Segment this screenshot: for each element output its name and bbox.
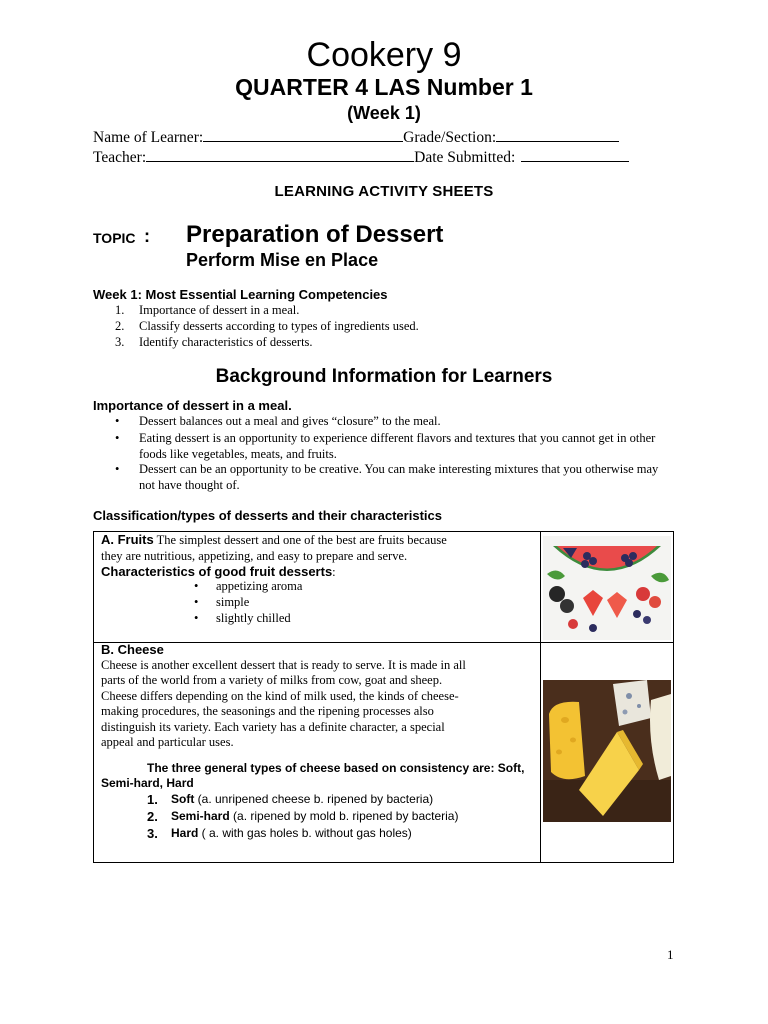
- topic-subtitle: Perform Mise en Place: [186, 250, 379, 270]
- quarter-heading: QUARTER 4 LAS Number 1: [235, 74, 533, 100]
- background-heading: Background Information for Learners: [215, 366, 553, 387]
- topic-colon: :: [144, 226, 150, 246]
- competency-item: 3. Identify characteristics of desserts.: [115, 335, 313, 349]
- dessert-types-table: A. Fruits The simplest dessert and one of the best are fruits because they are nutritious, appetizing, and easy to prepare and serve. Characteristics of good fruit desserts: • appetizing aroma • simple • slightly chilled B. Cheese Cheese is another excellent dessert that is ready to serve. It is made in all parts of the world from a variety of milks from cow, goat and sheep. Cheese differs depending on the kind of milk used, the kinds of cheese- making procedures, the seasonings and the ripening processes also distinguish its variety. Each variety has a definite character, a special appeal and particular uses. The three general types of cheese based on consistency are: Soft, Semi-hard, Hard 1. Soft (a. unripened cheese b. ripened by bacteria) 2. Semi-hard (a. ripened by mold b. ripened by bacteria) 3. Hard ( a. with gas holes b. without gas holes): [93, 531, 674, 863]
- grade-label: Grade/Section:: [403, 129, 497, 146]
- cheese-image: [543, 680, 671, 822]
- cheese-type-item: 2. Semi-hard (a. ripened by mold b. ripened by bacteria): [147, 808, 459, 824]
- cheese-text-line: Cheese is another excellent dessert that is ready to serve. It is made in all: [101, 657, 466, 672]
- date-blank: [521, 147, 629, 162]
- cheese-text-line: making procedures, the seasonings and the ripening processes also: [101, 704, 434, 718]
- table-divider: [540, 532, 541, 862]
- competency-item: 2. Classify desserts according to types of ingredients used.: [115, 319, 419, 333]
- name-blank: [203, 127, 403, 142]
- cheese-cell: [101, 642, 537, 843]
- week-heading: (Week 1): [347, 103, 421, 123]
- classification-title: Classification/types of desserts and their characteristics: [93, 508, 442, 523]
- importance-title: Importance of dessert in a meal.: [93, 398, 292, 413]
- teacher-blank: [146, 147, 414, 162]
- document-title: Cookery 9: [306, 36, 462, 74]
- cheese-text-line: parts of the world from a variety of milks from cow, goat and sheep.: [101, 673, 443, 687]
- importance-bullet: • Dessert balances out a meal and gives “closure” to the meal.: [115, 414, 441, 428]
- page-number: 1: [667, 947, 674, 962]
- date-label: Date Submitted:: [414, 149, 516, 166]
- competency-item: 1. Importance of dessert in a meal.: [115, 303, 300, 317]
- importance-bullet: • Dessert can be an opportunity to be creative. You can make interesting mixtures that you otherwise may not have thought of.: [115, 462, 659, 492]
- competencies-title: Week 1: Most Essential Learning Competencies: [93, 287, 388, 302]
- fruits-cell: A. Fruits The simplest dessert and one of the best are fruits because they are nutritious, appetizing, and easy to prepare and serve. Characteristics of good fruit desserts:: [101, 532, 447, 579]
- cheese-heading: B. Cheese: [101, 642, 164, 657]
- cheese-type-item: 3. Hard ( a. with gas holes b. without gas holes): [147, 825, 412, 841]
- las-heading: LEARNING ACTIVITY SHEETS: [274, 183, 494, 200]
- fruits-heading: A. Fruits: [101, 532, 154, 547]
- cheese-types-intro-line2: Semi-hard, Hard: [101, 776, 194, 790]
- topic-label: TOPIC: [93, 230, 136, 246]
- name-label: Name of Learner:: [93, 129, 204, 146]
- fruit-dessert-image: [543, 536, 671, 640]
- teacher-label: Teacher:: [93, 149, 147, 166]
- cheese-text-line: Cheese differs depending on the kind of milk used, the kinds of cheese-: [101, 688, 459, 703]
- grade-blank: [496, 127, 619, 142]
- fruits-intro-line2: they are nutritious, appetizing, and easy to prepare and serve.: [101, 548, 408, 563]
- importance-bullet: • Eating dessert is an opportunity to experience different flavors and textures that you cannot get in other foods like vegetables, meats, and fruits.: [115, 431, 656, 461]
- cheese-text-line: appeal and particular uses.: [101, 735, 234, 749]
- fruit-char-heading: Characteristics of good fruit desserts: [101, 564, 333, 579]
- cheese-text-line: distinguish its variety. Each variety has a definite character, a special: [101, 719, 445, 734]
- learner-info-row: [93, 127, 658, 147]
- topic-title: Preparation of Dessert: [186, 221, 444, 248]
- cheese-type-item: 1. Soft (a. unripened cheese b. ripened by bacteria): [147, 791, 434, 807]
- teacher-info-row: [93, 147, 658, 167]
- cheese-types-intro: The three general types of cheese based on consistency are: Soft,: [147, 760, 525, 775]
- fruits-intro: The simplest dessert and one of the best are fruits because: [156, 533, 447, 547]
